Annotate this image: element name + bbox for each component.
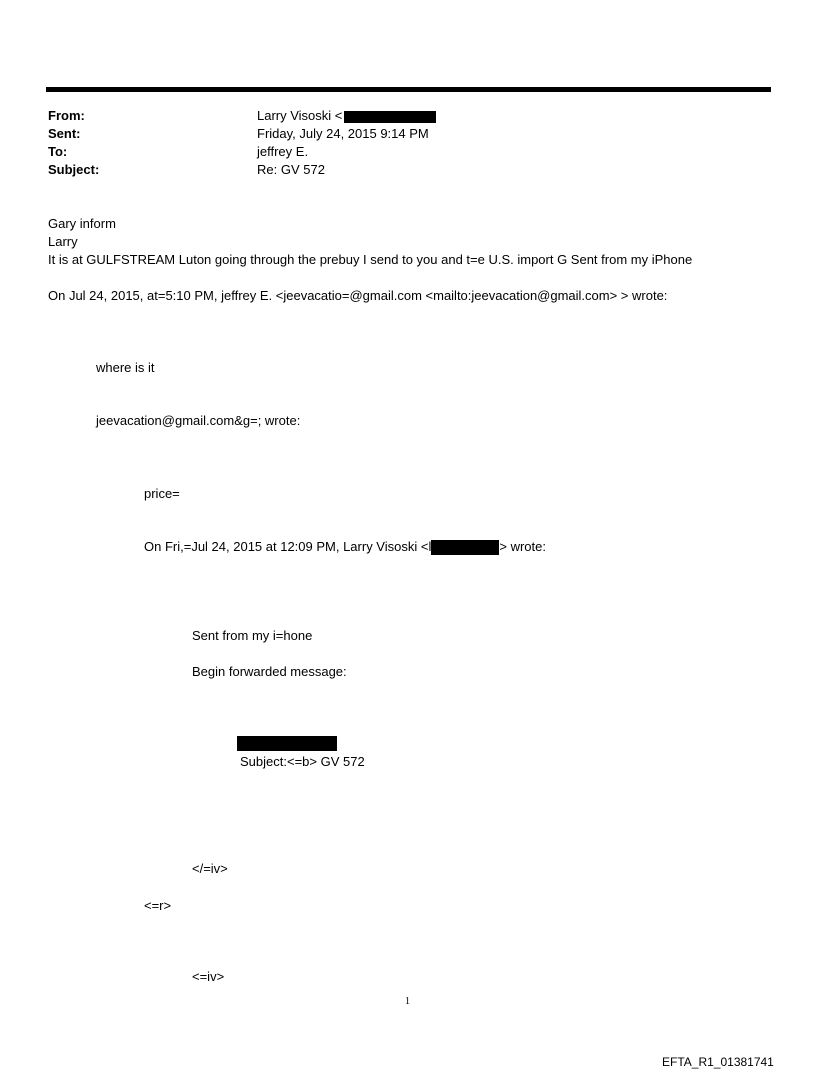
div-open-tag-line: <=iv> xyxy=(192,969,225,984)
forwarded-subject-line: Subject:<=b> GV 572 xyxy=(240,754,365,769)
to-label: To: xyxy=(48,144,68,159)
begin-forwarded-line: Begin forwarded message: xyxy=(192,664,347,679)
price-line: price= xyxy=(144,486,180,501)
header-divider-rule xyxy=(46,87,771,92)
redaction-box xyxy=(431,540,499,555)
from-value xyxy=(257,108,436,124)
from-label: From: xyxy=(48,108,85,123)
body-line-1: Gary inform xyxy=(48,216,116,231)
quote-intro: On Jul 24, 2015, at=5:10 PM, jeffrey E. <jeevacatio=@gmail.com <mailto:jeevacation@gmail.com> > wrote: xyxy=(48,288,668,303)
on-fri-prefix: On Fri,=Jul 24, 2015 at 12:09 PM, Larry Visoski <l xyxy=(144,539,432,554)
body-line-3: It is at GULFSTREAM Luton going through the prebuy I send to you and t=e U.S. import G Sent from my iPhone xyxy=(48,252,693,267)
bates-number: EFTA_R1_01381741 xyxy=(662,1055,774,1069)
to-value: jeffrey E. xyxy=(257,144,309,159)
where-is-it-line: where is it xyxy=(96,360,155,375)
redaction-box xyxy=(344,111,436,123)
on-fri-line xyxy=(144,539,546,555)
page-number: 1 xyxy=(405,996,410,1007)
from-sender: Larry Visoski < xyxy=(257,108,343,123)
sent-label: Sent: xyxy=(48,126,81,141)
r-tag-line: <=r> xyxy=(144,898,172,913)
on-fri-suffix: > wrote: xyxy=(499,539,546,554)
body-line-2: Larry xyxy=(48,234,78,249)
sent-value: Friday, July 24, 2015 9:14 PM xyxy=(257,126,429,141)
div-close-tag-line: </=iv> xyxy=(192,861,228,876)
jee-wrote-line: jeevacation@gmail.com&g=; wrote: xyxy=(96,413,301,428)
subject-label: Subject: xyxy=(48,162,100,177)
sent-from-line: Sent from my i=hone xyxy=(192,628,313,643)
subject-value: Re: GV 572 xyxy=(257,162,325,177)
redaction-box xyxy=(237,736,337,751)
